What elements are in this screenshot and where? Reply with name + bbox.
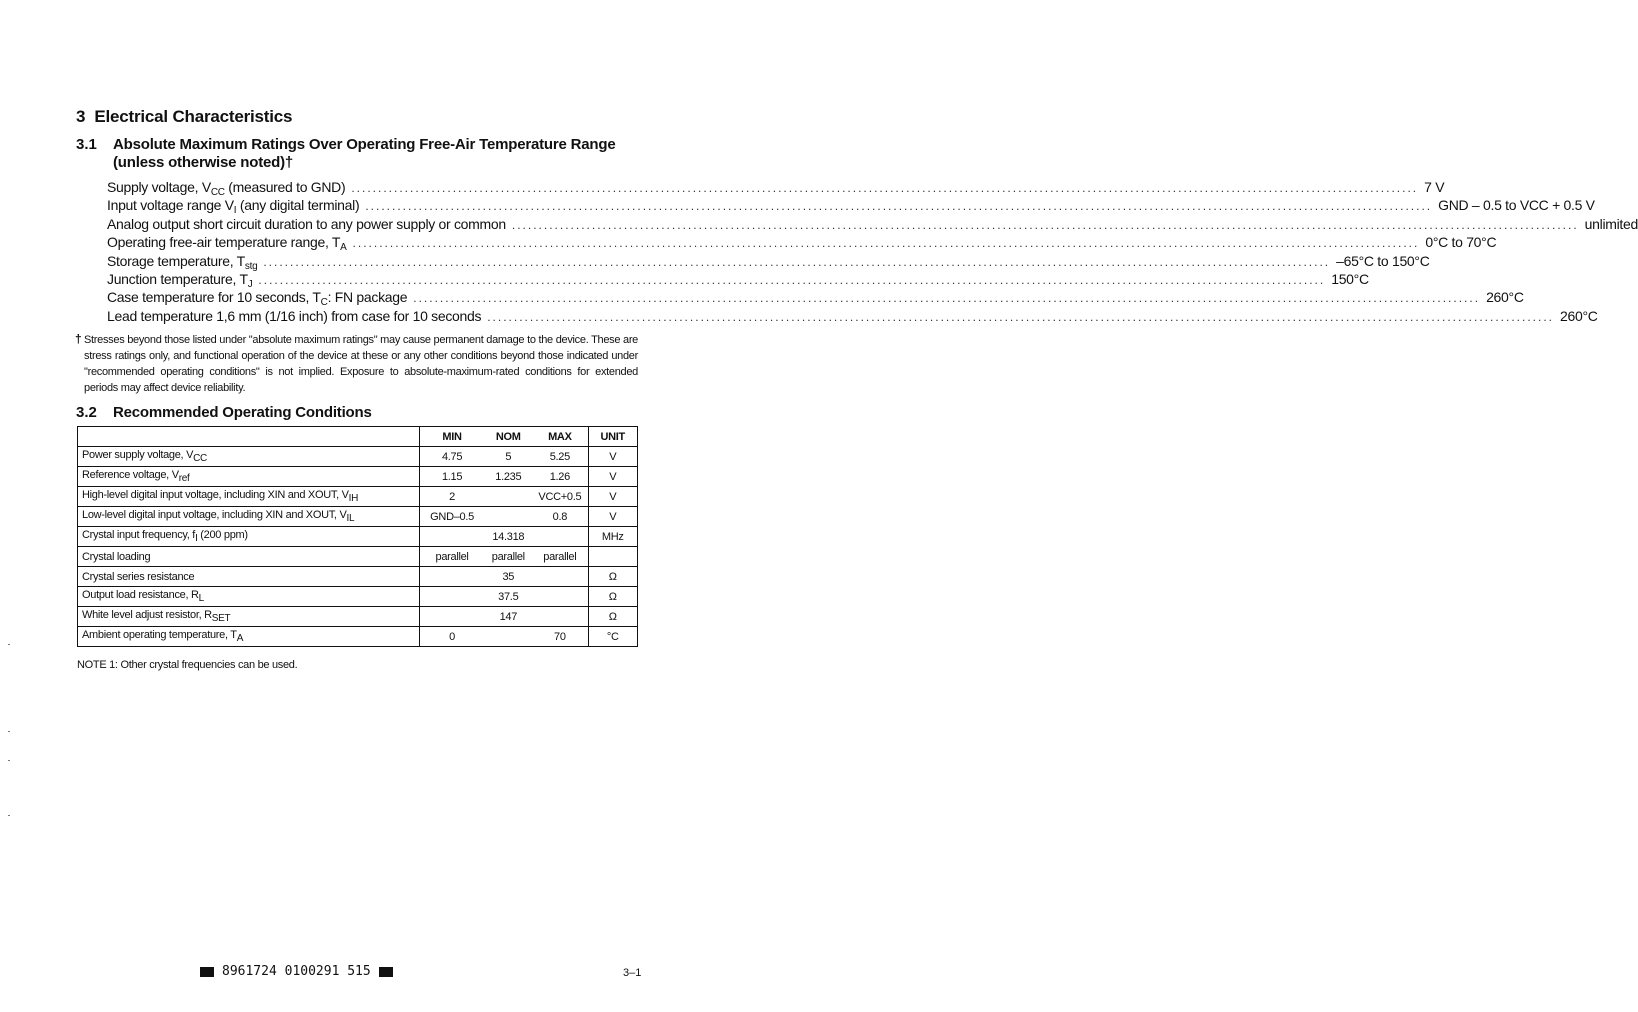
- max-cell: [532, 527, 588, 547]
- table-row: [78, 627, 638, 647]
- param-cell: [78, 527, 420, 547]
- nom-cell: 14.318: [484, 527, 532, 547]
- param-subscript: CC: [193, 453, 207, 464]
- min-cell: 2: [419, 487, 484, 507]
- table-row: [78, 507, 638, 527]
- dot-leader: ........................................................................................................................................................................................................: [352, 236, 1420, 251]
- rating-label-suffix: (measured to GND): [224, 179, 346, 195]
- rating-value: 7 V: [1424, 179, 1445, 195]
- unit-cell: °C: [588, 627, 637, 647]
- section-heading: [76, 107, 292, 127]
- max-cell: 0.8: [532, 507, 588, 527]
- min-cell: parallel: [419, 547, 484, 567]
- rating-label-subscript: stg: [244, 260, 258, 272]
- footer-barcode: [200, 964, 393, 979]
- max-cell: VCC+0.5: [532, 487, 588, 507]
- rating-label-text: Operating free-air temperature range, T: [107, 234, 341, 251]
- min-cell: GND–0.5: [419, 507, 484, 527]
- max-cell: 70: [532, 627, 588, 647]
- unit-cell: Ω: [588, 607, 637, 627]
- rating-label: [107, 253, 257, 272]
- param-subscript: SET: [211, 613, 231, 624]
- param-cell: [78, 607, 420, 627]
- unit-cell: V: [588, 507, 637, 527]
- min-cell: [419, 567, 484, 587]
- max-cell: 1.26: [532, 467, 588, 487]
- rating-row: [107, 197, 1595, 217]
- rating-label-text: Input voltage range V: [107, 197, 234, 214]
- subsection-title-line2: (unless otherwise noted)†: [113, 154, 294, 171]
- rating-row: [107, 289, 1524, 309]
- param-subscript: I: [195, 533, 198, 544]
- scan-speck: [8, 815, 10, 816]
- rating-label-subscript: A: [340, 242, 347, 254]
- max-cell: 5.25: [532, 447, 588, 467]
- rating-value: 150°C: [1331, 271, 1369, 287]
- table-row: [78, 487, 638, 507]
- unit-cell: Ω: [588, 587, 637, 607]
- subsection-3-2-heading: [76, 404, 97, 422]
- table-note: NOTE 1: Other crystal frequencies can be used.: [77, 659, 298, 671]
- param-suffix: (200 ppm): [197, 529, 248, 541]
- rating-value: –65°C to 150°C: [1336, 252, 1430, 269]
- param-subscript: L: [198, 593, 204, 604]
- rating-row: [107, 252, 1430, 272]
- nom-cell: [484, 487, 532, 507]
- param-subscript: ref: [178, 473, 190, 484]
- subsection-3-2-title: Recommended Operating Conditions: [113, 404, 372, 421]
- rating-label-subscript: I: [233, 205, 237, 217]
- param-text: Power supply voltage, V: [82, 449, 194, 461]
- rating-label: [107, 179, 345, 198]
- rating-label: [107, 197, 359, 216]
- min-cell: 1.15: [419, 467, 484, 487]
- table-row: [78, 587, 638, 607]
- rating-label: [107, 234, 347, 253]
- table-row: [78, 467, 638, 487]
- rating-label-text: Case temperature for 10 seconds, T: [107, 289, 321, 306]
- table-header-row: [78, 427, 638, 447]
- param-cell: [78, 467, 420, 487]
- scan-speck: [8, 731, 10, 732]
- rating-row: [107, 215, 1638, 234]
- rating-row: [107, 179, 1445, 198]
- dot-leader: ........................................................................................................................................................................................................: [365, 199, 1433, 214]
- subsection-number: 3.1: [76, 136, 97, 153]
- header-min: MIN: [419, 427, 484, 447]
- min-cell: [419, 587, 484, 607]
- footnote-text: Stresses beyond those listed under "absolute maximum ratings" may cause permanent damage to the device. These are stress ratings only, and functional operation of the device at these or any other conditions beyond those indicated under "recommended operating conditions" is not implied. Exposure to absolute-maximum-rated conditions for extended periods may affect device reliability.: [84, 334, 638, 394]
- nom-cell: 1.235: [484, 467, 532, 487]
- dot-leader: ........................................................................................................................................................................................................: [413, 291, 1481, 306]
- param-text: High-level digital input voltage, including XIN and XOUT, V: [82, 489, 349, 501]
- nom-cell: 37.5: [484, 587, 532, 607]
- param-text: Output load resistance, R: [82, 589, 199, 601]
- rating-label: [107, 216, 506, 232]
- unit-cell: MHz: [588, 527, 637, 547]
- nom-cell: 5: [484, 447, 532, 467]
- max-cell: parallel: [532, 547, 588, 567]
- param-cell: [78, 627, 420, 647]
- nom-cell: [484, 507, 532, 527]
- param-cell: [78, 447, 420, 467]
- rating-label-suffix: : FN package: [327, 289, 408, 306]
- rating-value: 260°C: [1486, 289, 1524, 306]
- rating-label-subscript: J: [247, 279, 253, 290]
- footnote-dagger: †: [75, 332, 82, 346]
- rating-label-subscript: CC: [210, 187, 225, 198]
- unit-cell: V: [588, 467, 637, 487]
- dot-leader: ........................................................................................................................................................................................................: [487, 309, 1554, 324]
- param-text: Crystal series resistance: [82, 570, 195, 583]
- unit-cell: Ω: [588, 567, 637, 587]
- header-nom: NOM: [484, 427, 532, 447]
- table-row: [78, 447, 638, 467]
- dot-leader: ........................................................................................................................................................................................................: [351, 181, 1419, 195]
- param-subscript: A: [236, 633, 244, 644]
- table-row: [78, 607, 638, 627]
- dot-leader: ........................................................................................................................................................................................................: [263, 254, 1331, 269]
- section-title: Electrical Characteristics: [94, 107, 293, 126]
- param-cell: [78, 487, 420, 507]
- table-row: [78, 567, 638, 587]
- param-cell: [78, 547, 420, 567]
- max-cell: [532, 587, 588, 607]
- min-cell: [419, 527, 484, 547]
- dot-leader: ........................................................................................................................................................................................................: [258, 273, 1326, 287]
- param-cell: [78, 587, 420, 607]
- param-text: Low-level digital input voltage, including XIN and XOUT, V: [82, 509, 347, 521]
- nom-cell: [484, 627, 532, 647]
- rating-row: [107, 234, 1497, 254]
- rating-value: 260°C: [1560, 307, 1598, 324]
- max-cell: [532, 607, 588, 627]
- param-text: Crystal input frequency, f: [82, 529, 196, 541]
- rating-label: [107, 308, 481, 324]
- rating-label-suffix: (any digital terminal): [236, 197, 360, 214]
- header-unit: UNIT: [588, 427, 637, 447]
- rating-label-text: Analog output short circuit duration to any power supply or common: [107, 215, 506, 232]
- subsection-3-1-heading: [76, 136, 97, 154]
- rating-value: GND – 0.5 to VCC + 0.5 V: [1438, 197, 1595, 214]
- dot-leader: ........................................................................................................................................................................................................: [511, 217, 1579, 232]
- rating-value: 0°C to 70°C: [1425, 234, 1497, 251]
- header-max: MAX: [532, 427, 588, 447]
- rating-label-text: Lead temperature 1,6 mm (1/16 inch) from case for 10 seconds: [107, 307, 482, 324]
- header-param: [78, 427, 420, 447]
- page-number: 3–1: [623, 967, 642, 979]
- rating-label-text: Supply voltage, V: [107, 179, 211, 195]
- rating-row: [107, 271, 1369, 290]
- unit-cell: V: [588, 487, 637, 507]
- unit-cell: [588, 547, 637, 567]
- table-row: [78, 527, 638, 547]
- rating-label-text: Junction temperature, T: [107, 271, 248, 287]
- rating-row: [107, 307, 1598, 326]
- scan-speck: [8, 760, 10, 761]
- min-cell: 0: [419, 627, 484, 647]
- param-cell: [78, 507, 420, 527]
- nom-cell: 35: [484, 567, 532, 587]
- table-row: [78, 547, 638, 567]
- param-subscript: IH: [348, 493, 359, 504]
- subsection-title-line1: Absolute Maximum Ratings Over Operating Free-Air Temperature Range: [113, 136, 616, 153]
- rating-label: [107, 271, 252, 290]
- nom-cell: 147: [484, 607, 532, 627]
- barcode-block-right: [379, 967, 393, 977]
- max-cell: [532, 567, 588, 587]
- subsection-number: 3.2: [76, 404, 97, 421]
- rating-value: unlimited: [1584, 215, 1638, 232]
- param-text: Ambient operating temperature, T: [82, 629, 237, 641]
- param-text: Reference voltage, V: [82, 469, 179, 481]
- rating-label-subscript: C: [320, 297, 328, 309]
- section-number: 3: [76, 107, 86, 126]
- rating-label: [107, 289, 407, 308]
- rating-label-text: Storage temperature, T: [107, 252, 245, 269]
- param-text: Crystal loading: [82, 550, 151, 563]
- min-cell: [419, 607, 484, 627]
- barcode-block-left: [200, 967, 214, 977]
- subsection-3-1-title: [113, 136, 615, 172]
- param-text: White level adjust resistor, R: [82, 609, 212, 621]
- min-cell: 4.75: [419, 447, 484, 467]
- unit-cell: V: [588, 447, 637, 467]
- param-cell: [78, 567, 420, 587]
- nom-cell: parallel: [484, 547, 532, 567]
- recommended-operating-conditions-table: [77, 426, 638, 647]
- param-subscript: IL: [346, 513, 355, 524]
- scan-speck: [8, 644, 10, 645]
- barcode-text: 8961724 0100291 515: [222, 964, 371, 979]
